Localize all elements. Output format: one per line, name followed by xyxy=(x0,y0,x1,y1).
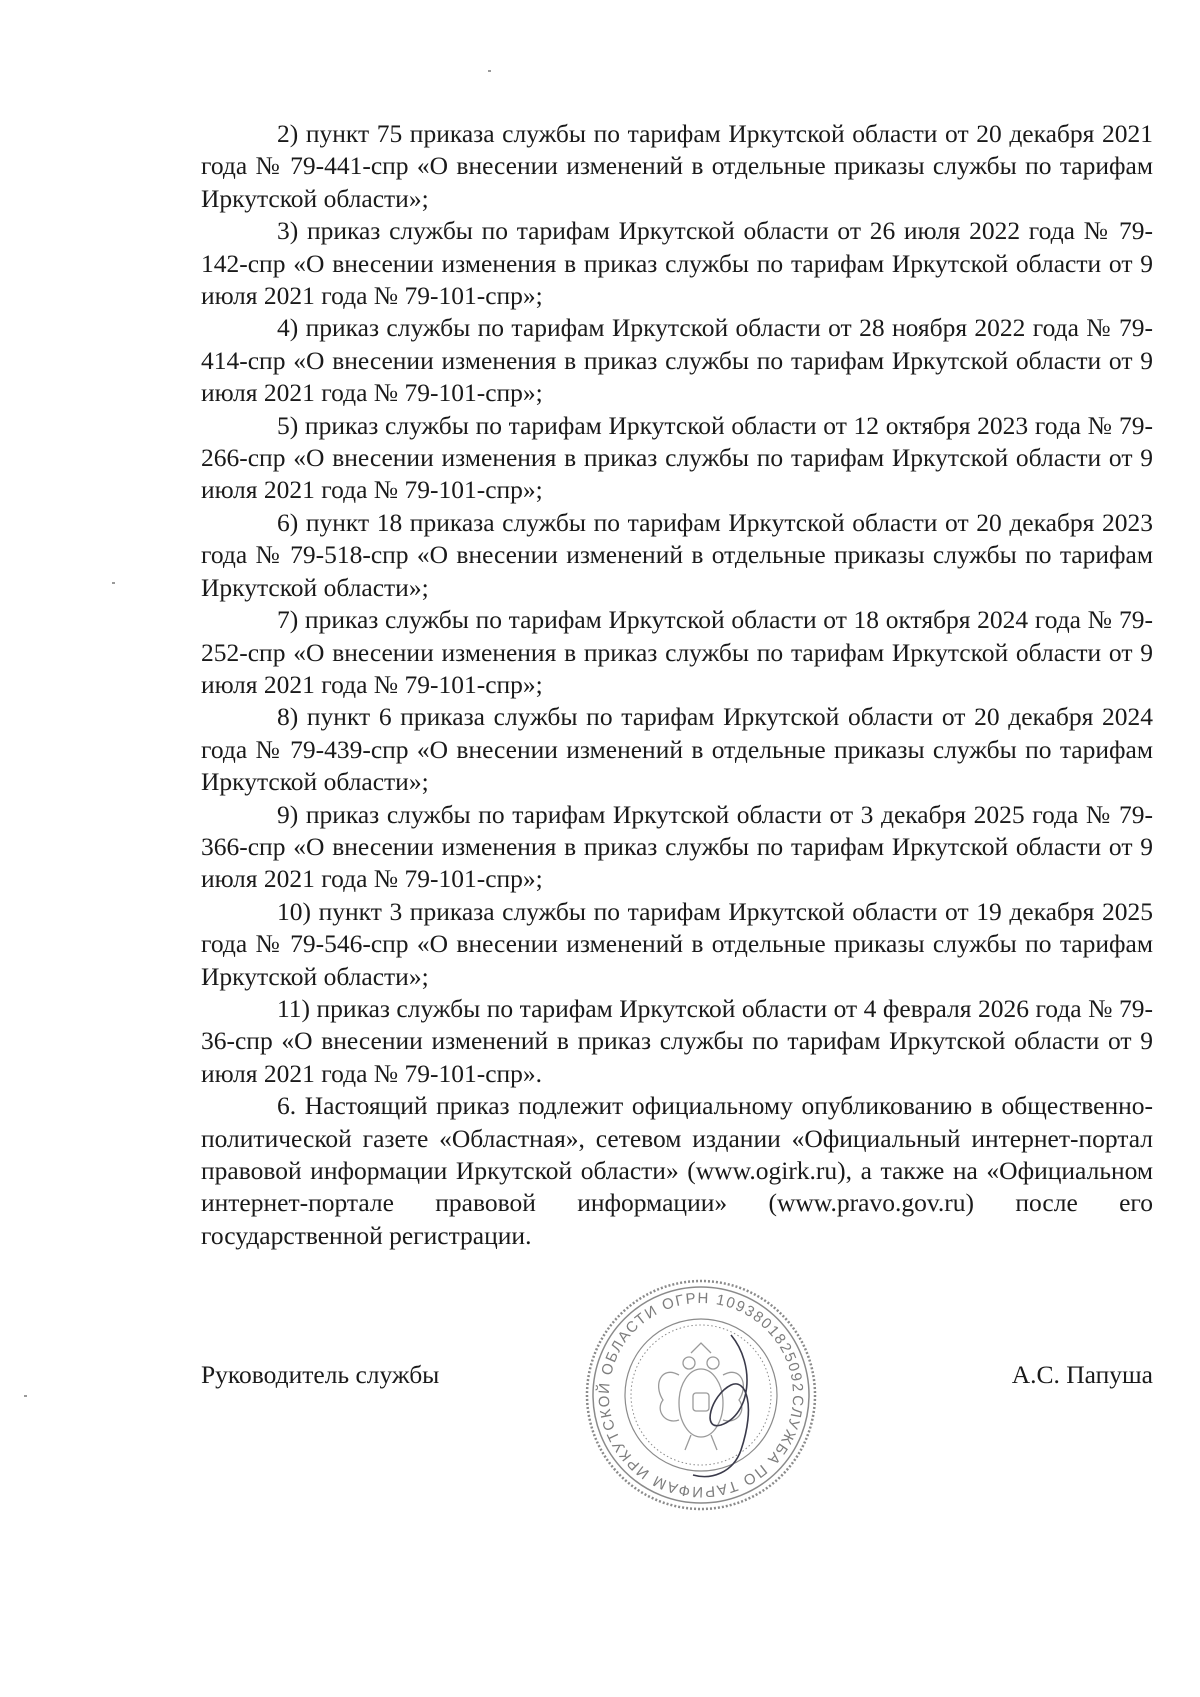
paragraph-item-7: 7) приказ службы по тарифам Иркутской области от 18 октября 2024 года № 79-252-спр «О внесении изменения в приказ службы по тарифам Иркутской области от 9 июля 2021 года № 79-101-спр»; xyxy=(201,605,1153,699)
scan-speck xyxy=(488,70,491,72)
paragraph-item-11: 11) приказ службы по тарифам Иркутской области от 4 февраля 2026 года № 79-36-спр «О внесении изменений в приказ службы по тарифам Иркутской области от 9 июля 2021 года № 79-101-спр». xyxy=(201,993,1153,1088)
paragraph-item-3: 3) приказ службы по тарифам Иркутской области от 26 июля 2022 года № 79-142-спр «О внесении изменения в приказ службы по тарифам Иркутской области от 9 июля 2021 года № 79-101-спр»; xyxy=(201,216,1153,311)
paragraph-item-9: 9) приказ службы по тарифам Иркутской области от 3 декабря 2025 года № 79-366-спр «О внесении изменения в приказ службы по тарифам Иркутской области от 9 июля 2021 года № 79-101-спр»; xyxy=(201,799,1153,894)
document-body xyxy=(201,118,1153,1252)
paragraph-item-6: 6) пункт 18 приказа службы по тарифам Иркутской области от 20 декабря 2023 года № 79-518-спр «О внесении изменений в отдельные приказы службы по тарифам Иркутской области»; xyxy=(201,507,1153,602)
double-headed-eagle-icon xyxy=(659,1343,744,1450)
signature-stroke xyxy=(693,1335,748,1477)
paragraph-item-4: 4) приказ службы по тарифам Иркутской области от 28 ноября 2022 года № 79-414-спр «О внесении изменения в приказ службы по тарифам Иркутской области от 9 июля 2021 года № 79-101-спр»; xyxy=(201,313,1153,408)
paragraph-item-5: 5) приказ службы по тарифам Иркутской области от 12 октября 2023 года № 79-266-спр «О внесении изменения в приказ службы по тарифам Иркутской области от 9 июля 2021 года № 79-101-спр»; xyxy=(201,410,1153,505)
seal-graphic xyxy=(581,1275,821,1515)
publication-paragraph: 6. Настоящий приказ подлежит официальному опубликованию в общественно-политической газете «Областная», сетевом издании «Официальный интернет-портал правовой информации Иркутской области» (www.ogirk.ru), а также на «Официальном интернет-портале правовой информации» (www.pravo.gov.ru) после его государственной регистрации. xyxy=(201,1091,1153,1250)
scan-speck xyxy=(24,1395,27,1397)
seal-ring-text: СЛУЖБА ПО ТАРИФАМ ИРКУТСКОЙ ОБЛАСТИ ОГРН 1093801825092 xyxy=(595,1289,807,1501)
paragraph-item-2: 2) пункт 75 приказа службы по тарифам Иркутской области от 20 декабря 2021 года № 79-441-спр «О внесении изменений в отдельные приказы службы по тарифам Иркутской области»; xyxy=(201,119,1153,213)
paragraph-item-8: 8) пункт 6 приказа службы по тарифам Иркутской области от 20 декабря 2024 года № 79-439-спр «О внесении изменений в отдельные приказы службы по тарифам Иркутской области»; xyxy=(201,702,1153,797)
svg-text:СЛУЖБА ПО ТАРИФАМ ИРКУТСКОЙ ОБ xyxy=(595,1290,806,1500)
signer-name: А.С. Папуша xyxy=(1011,1360,1153,1389)
official-seal xyxy=(581,1275,821,1515)
signer-title: Руководитель службы xyxy=(201,1360,440,1389)
scan-speck xyxy=(112,582,115,584)
paragraph-item-10: 10) пункт 3 приказа службы по тарифам Иркутской области от 19 декабря 2025 года № 79-546-спр «О внесении изменений в отдельные приказы службы по тарифам Иркутской области»; xyxy=(201,896,1153,991)
